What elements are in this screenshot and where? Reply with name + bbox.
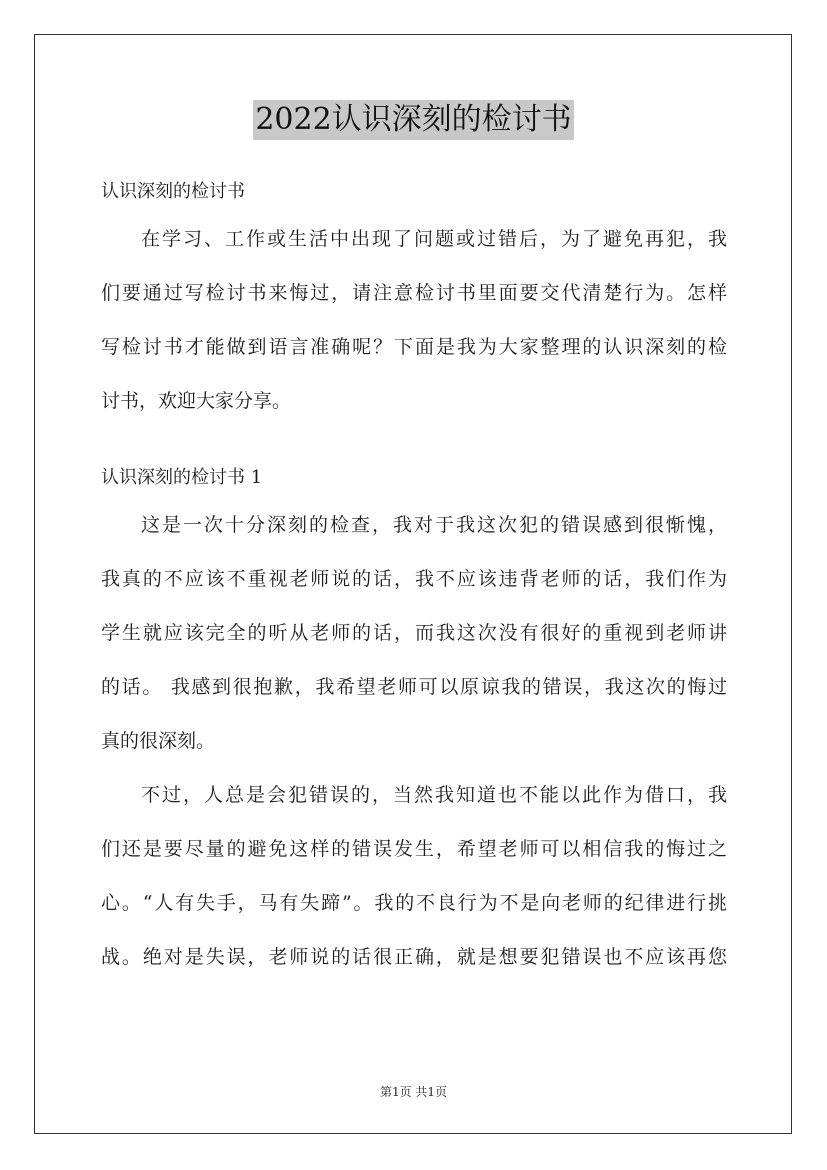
paragraph-line: 写检讨书才能做到语言准确呢？下面是我为大家整理的认识深刻的检	[101, 336, 727, 358]
section-heading: 认识深刻的检讨书 1	[101, 467, 263, 488]
paragraph-2	[101, 768, 727, 984]
paragraph-line: 真的很深刻。	[101, 730, 216, 752]
document-title: 2022认识深刻的检讨书	[253, 100, 573, 140]
paragraph-line: 不过，人总是会犯错误的，当然我知道也不能以此作为借口，我	[141, 784, 727, 806]
paragraph-line: 们还是要尽量的避免这样的错误发生，希望老师可以相信我的悔过之	[101, 838, 727, 860]
subtitle: 认识深刻的检讨书	[101, 181, 245, 202]
title-container	[0, 100, 827, 140]
paragraph-line: 们要通过写检讨书来悔过，请注意检讨书里面要交代清楚行为。怎样	[101, 282, 727, 304]
spacer	[101, 428, 727, 458]
document-body	[101, 172, 727, 984]
paragraph-line: 的话。 我感到很抱歉，我希望老师可以原谅我的错误，我这次的悔过	[101, 676, 727, 698]
paragraph-line: 这是一次十分深刻的检查，我对于我这次犯的错误感到很惭愧，	[141, 514, 727, 536]
paragraph-1	[101, 498, 727, 768]
paragraph-line: 我真的不应该不重视老师说的话，我不应该违背老师的话，我们作为	[101, 568, 727, 590]
page-footer: 第1页 共1页	[379, 1085, 448, 1099]
paragraph-line: 学生就应该完全的听从老师的话，而我这次没有很好的重视到老师讲	[101, 622, 727, 644]
intro-paragraph	[101, 212, 727, 428]
paragraph-line: 讨书，欢迎大家分享。	[101, 390, 292, 412]
paragraph-line: 战。绝对是失误，老师说的话很正确，就是想要犯错误也不应该再您	[101, 946, 727, 968]
paragraph-line: 心。“人有失手，马有失蹄”。我的不良行为不是向老师的纪律进行挑	[101, 892, 727, 914]
paragraph-line: 在学习、工作或生活中出现了问题或过错后，为了避免再犯，我	[141, 228, 727, 250]
